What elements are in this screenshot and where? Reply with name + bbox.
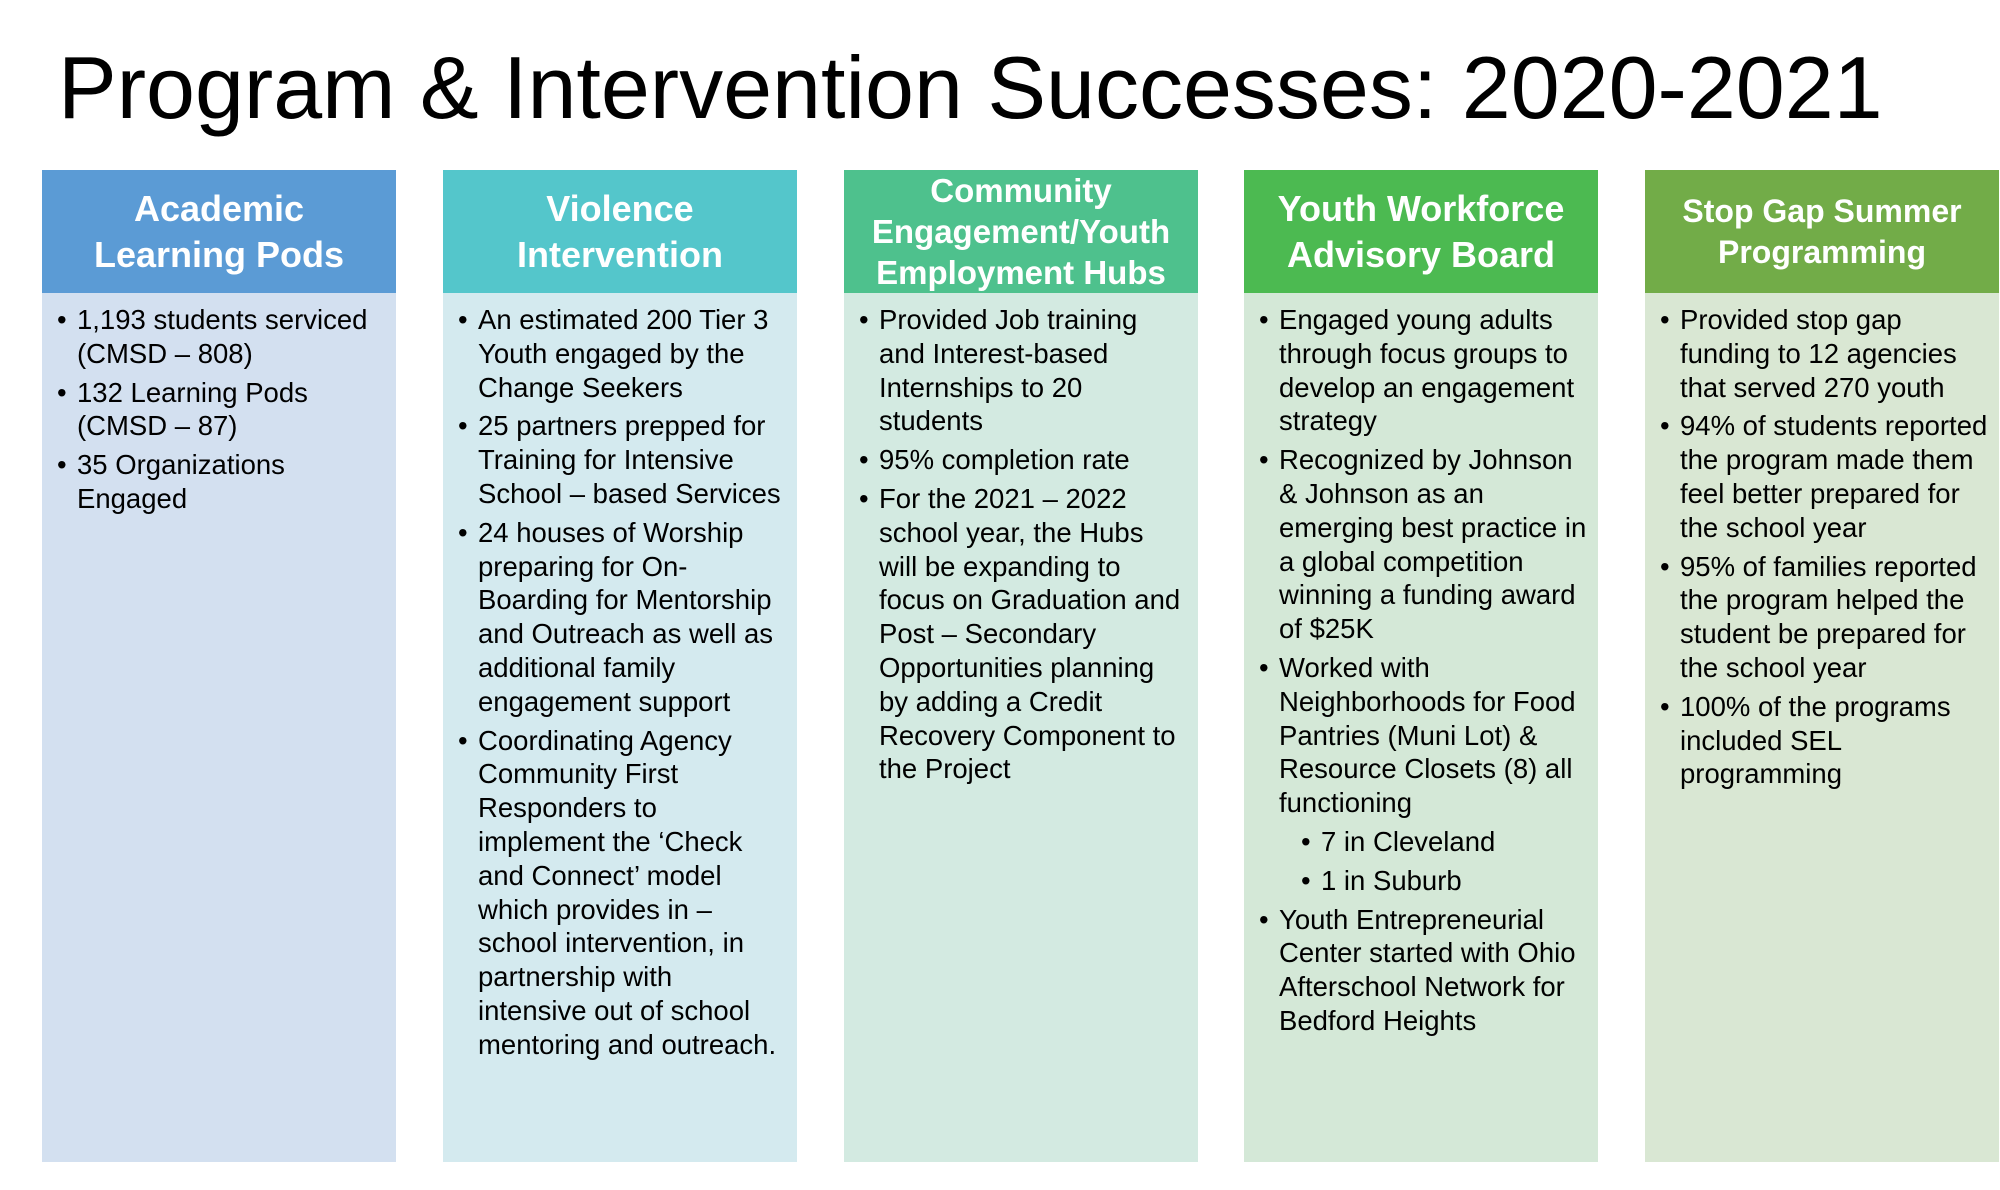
column-header: Violence Intervention	[443, 170, 797, 293]
list-item: • For the 2021 – 2022 school year, the Hubs will be expanding to focus on Graduation and Post – Secondary Opportunities planning by adding a Credit Recovery Component to the Project	[858, 482, 1188, 786]
list-item: • Engaged young adults through focus groups to develop an engagement strategy	[1258, 303, 1588, 438]
list-item: • Recognized by Johnson & Johnson as an emerging best practice in a global competition winning a funding award of $25K	[1258, 443, 1588, 646]
sub-bullet-list	[1279, 825, 1588, 898]
list-item: • Provided stop gap funding to 12 agencies that served 270 youth	[1659, 303, 1989, 404]
list-item: • 25 partners prepped for Training for Intensive School – based Services	[457, 409, 787, 510]
page-title: Program & Intervention Successes: 2020-2021	[58, 38, 1883, 137]
column-youth-workforce-advisory-board	[1244, 170, 1598, 1162]
column-header: Youth Workforce Advisory Board	[1244, 170, 1598, 293]
column-community-engagement-hubs	[844, 170, 1198, 1162]
sub-list-item: • 7 in Cleveland	[1300, 825, 1588, 859]
column-body	[1244, 293, 1598, 1162]
bullet-list	[56, 303, 386, 516]
list-item: • 95% completion rate	[858, 443, 1188, 477]
sub-list-item: • 1 in Suburb	[1300, 864, 1588, 898]
list-item: • Coordinating Agency Community First Responders to implement the ‘Check and Connect’ model which provides in – school intervention, in partnership with intensive out of school mentoring and outreach.	[457, 724, 787, 1062]
list-item: • Worked with Neighborhoods for Food Pantries (Muni Lot) & Resource Closets (8) all functioning • 7 in Cleveland • 1 in Suburb	[1258, 651, 1588, 898]
list-item: • An estimated 200 Tier 3 Youth engaged by the Change Seekers	[457, 303, 787, 404]
list-item: • 1,193 students serviced (CMSD – 808)	[56, 303, 386, 371]
column-stop-gap-summer-programming	[1645, 170, 1999, 1162]
column-body	[443, 293, 797, 1162]
column-body	[42, 293, 396, 1162]
list-item: • 94% of students reported the program made them feel better prepared for the school year	[1659, 409, 1989, 544]
list-item: • 35 Organizations Engaged	[56, 448, 386, 516]
list-item: • 24 houses of Worship preparing for On-Boarding for Mentorship and Outreach as well as additional family engagement support	[457, 516, 787, 719]
column-header: Stop Gap Summer Programming	[1645, 170, 1999, 293]
list-item: • Youth Entrepreneurial Center started with Ohio Afterschool Network for Bedford Heights	[1258, 903, 1588, 1038]
column-header: Community Engagement/Youth Employment Hubs	[844, 170, 1198, 293]
bullet-list	[1258, 303, 1588, 1038]
column-academic-learning-pods	[42, 170, 396, 1162]
bullet-list	[457, 303, 787, 1062]
list-item: • 100% of the programs included SEL programming	[1659, 690, 1989, 791]
list-item: • Provided Job training and Interest-based Internships to 20 students	[858, 303, 1188, 438]
bullet-list	[858, 303, 1188, 786]
column-header: Academic Learning Pods	[42, 170, 396, 293]
column-violence-intervention	[443, 170, 797, 1162]
list-item: • 95% of families reported the program helped the student be prepared for the school year	[1659, 550, 1989, 685]
bullet-list	[1659, 303, 1989, 791]
list-item: • 132 Learning Pods (CMSD – 87)	[56, 376, 386, 444]
column-body	[844, 293, 1198, 1162]
column-body	[1645, 293, 1999, 1162]
